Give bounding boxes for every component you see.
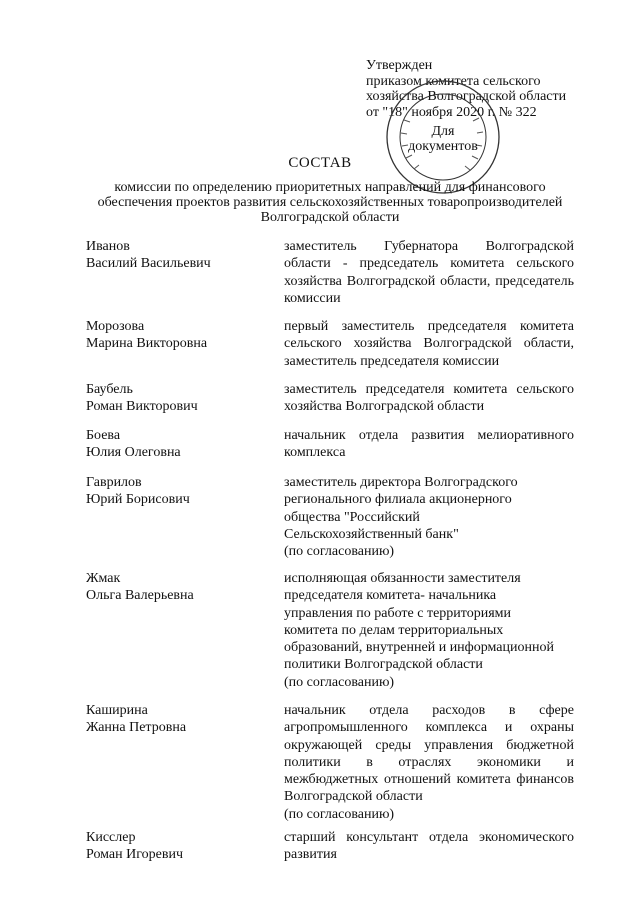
member-surname: Иванов: [86, 239, 130, 254]
member-given-name: Василий Васильевич: [86, 256, 211, 272]
role-line: комитета по делам территориальных: [284, 622, 504, 638]
role-text: начальник отдела расходов в сфере агропромышленного комплекса и охраны окружающей среды управления бюджетной политики в отраслях экономики и межбюджетных отношений комитета финансов Волгоградской области: [284, 703, 574, 805]
role-note: (по согласованию): [284, 806, 395, 822]
member-name: [86, 238, 266, 273]
member-given-name: Роман Викторович: [86, 399, 198, 415]
document-subtitle: [80, 180, 580, 225]
stamp-text: Для: [431, 124, 455, 139]
stamp-text: документов: [408, 139, 478, 154]
subtitle-line: комиссии по определению приоритетных направлений для финансового: [114, 180, 546, 195]
member-role: первый заместитель председателя комитета сельского хозяйства Волгоградской области, заместитель председателя комиссии: [284, 319, 574, 369]
member-role: [284, 474, 574, 560]
role-line: политики Волгоградской области: [284, 657, 483, 673]
member-name: [86, 381, 266, 416]
role-line: (по согласованию): [284, 544, 395, 560]
member-surname: Гаврилов: [86, 475, 142, 490]
stamp-seal-icon: [384, 78, 502, 196]
member-surname: Боева: [86, 428, 121, 443]
approval-line: приказом комитета сельского: [366, 73, 541, 89]
member-surname: Морозова: [86, 319, 145, 334]
member-surname: Жмак: [86, 571, 121, 586]
approval-line: Утвержден: [366, 58, 433, 73]
member-name: [86, 318, 266, 353]
role-line: исполняющая обязанности заместителя: [284, 571, 521, 586]
member-given-name: Роман Игоревич: [86, 847, 184, 863]
member-name: [86, 570, 266, 605]
member-surname: Баубель: [86, 382, 133, 397]
member-name: [86, 702, 266, 737]
member-given-name: Марина Викторовна: [86, 336, 208, 352]
member-given-name: Юлия Олеговна: [86, 445, 181, 461]
member-role: [284, 570, 574, 691]
approval-line: хозяйства Волгоградской области: [366, 89, 567, 104]
member-role: [284, 702, 574, 823]
role-line: общества "Российский: [284, 509, 420, 525]
role-line: регионального филиала акционерного: [284, 492, 512, 508]
role-line: председателя комитета- начальника: [284, 588, 497, 604]
role-line: управления по работе с территориями: [284, 605, 511, 621]
member-role: заместитель председателя комитета сельского хозяйства Волгоградской области: [284, 382, 574, 415]
role-line: (по согласованию): [284, 674, 395, 690]
subtitle-line: Волгоградской области: [260, 210, 400, 225]
role-line: образований, внутренней и информационной: [284, 640, 554, 656]
subtitle-line: обеспечения проектов развития сельскохозяйственных товаропроизводителей: [97, 195, 563, 210]
member-surname: Кисслер: [86, 830, 136, 845]
member-role: заместитель Губернатора Волгоградской области - председатель комитета сельского хозяйства Волгоградской области, председатель комиссии: [284, 239, 574, 306]
member-given-name: Жанна Петровна: [86, 720, 187, 736]
member-role: старший консультант отдела экономического развития: [284, 830, 574, 863]
document-title: СОСТАВ: [288, 155, 352, 171]
role-line: заместитель директора Волгоградского: [284, 475, 518, 490]
member-role: начальник отдела развития мелиоративного комплекса: [284, 428, 574, 461]
role-line: Сельскохозяйственный банк": [284, 526, 459, 542]
member-given-name: Ольга Валерьевна: [86, 588, 194, 604]
member-given-name: Юрий Борисович: [86, 492, 190, 508]
member-surname: Каширина: [86, 703, 148, 718]
member-name: [86, 829, 266, 864]
member-name: [86, 427, 266, 462]
member-name: [86, 474, 266, 509]
approval-line: от "18" ноября 2020 г. № 322: [366, 104, 537, 120]
